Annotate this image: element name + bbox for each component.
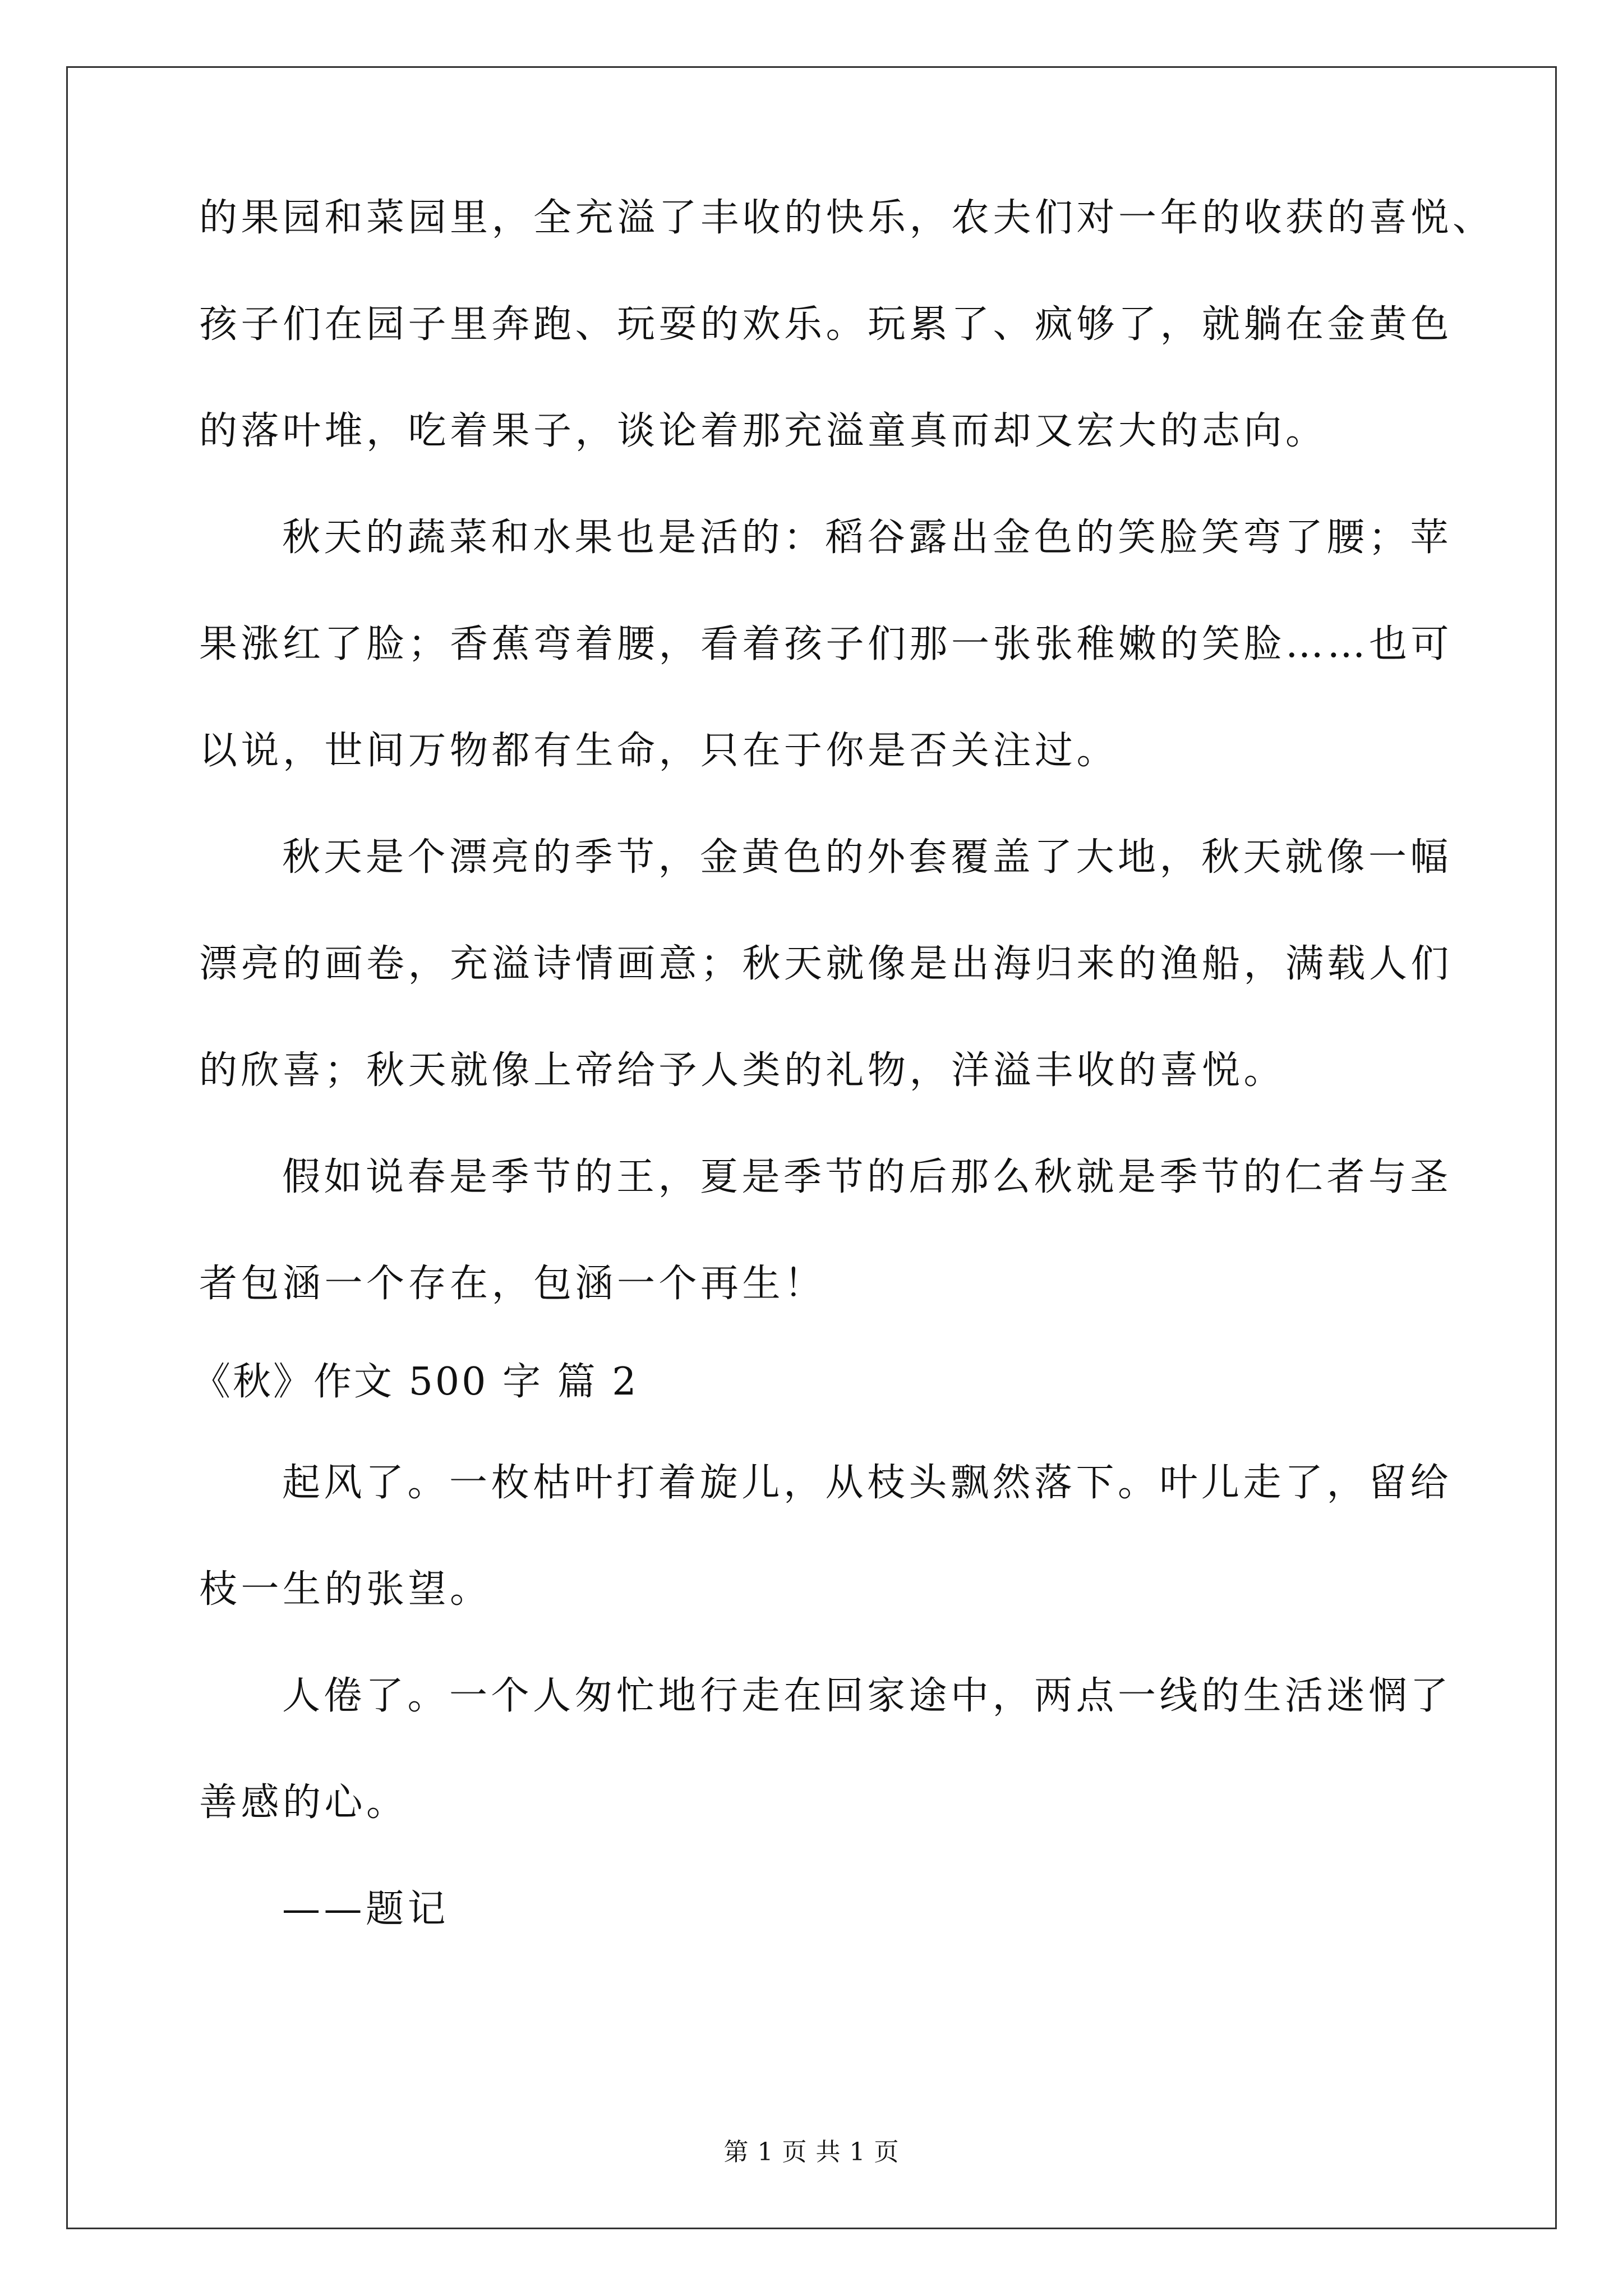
text-line: 的果园和菜园里，全充溢了丰收的快乐，农夫们对一年的收获的喜悦、 <box>199 196 1495 240</box>
text-line: 果涨红了脸；香蕉弯着腰，看着孩子们那一张张稚嫩的笑脸……也可 <box>199 622 1453 666</box>
text-line: 漂亮的画卷，充溢诗情画意；秋天就像是出海归来的渔船，满载人们 <box>199 942 1453 986</box>
text-line: 的欣喜；秋天就像上帝给予人类的礼物，洋溢丰收的喜悦。 <box>199 1048 1286 1093</box>
page-footer: 第 1 页 共 1 页 <box>723 2138 900 2166</box>
section-heading: 《秋》作文 500 字 篇 2 <box>192 1360 639 1404</box>
text-line: 者包涵一个存在，包涵一个再生！ <box>199 1262 826 1306</box>
paragraph-first-line: 秋天是个漂亮的季节，金黄色的外套覆盖了大地，秋天就像一幅 <box>282 835 1453 880</box>
text-line: 以说，世间万物都有生命，只在于你是否关注过。 <box>199 729 1119 773</box>
text-line: 枝一生的张望。 <box>199 1567 492 1612</box>
paragraph-first-line: 人倦了。一个人匆忙地行走在回家途中，两点一线的生活迷惘了 <box>282 1674 1453 1718</box>
text-line: 的落叶堆，吃着果子，谈论着那充溢童真而却又宏大的志向。 <box>199 409 1327 453</box>
paragraph-first-line: 秋天的蔬菜和水果也是活的：稻谷露出金色的笑脸笑弯了腰；苹 <box>282 516 1453 560</box>
text-line: 孩子们在园子里奔跑、玩耍的欢乐。玩累了、疯够了，就躺在金黄色 <box>199 302 1453 347</box>
paragraph-first-line: 假如说春是季节的王，夏是季节的后那么秋就是季节的仁者与圣 <box>282 1155 1453 1199</box>
paragraph-first-line: 起风了。一枚枯叶打着旋儿，从枝头飘然落下。叶儿走了，留给 <box>282 1461 1453 1505</box>
epigraph-attribution: ——题记 <box>282 1887 450 1931</box>
text-line: 善感的心。 <box>199 1780 408 1825</box>
